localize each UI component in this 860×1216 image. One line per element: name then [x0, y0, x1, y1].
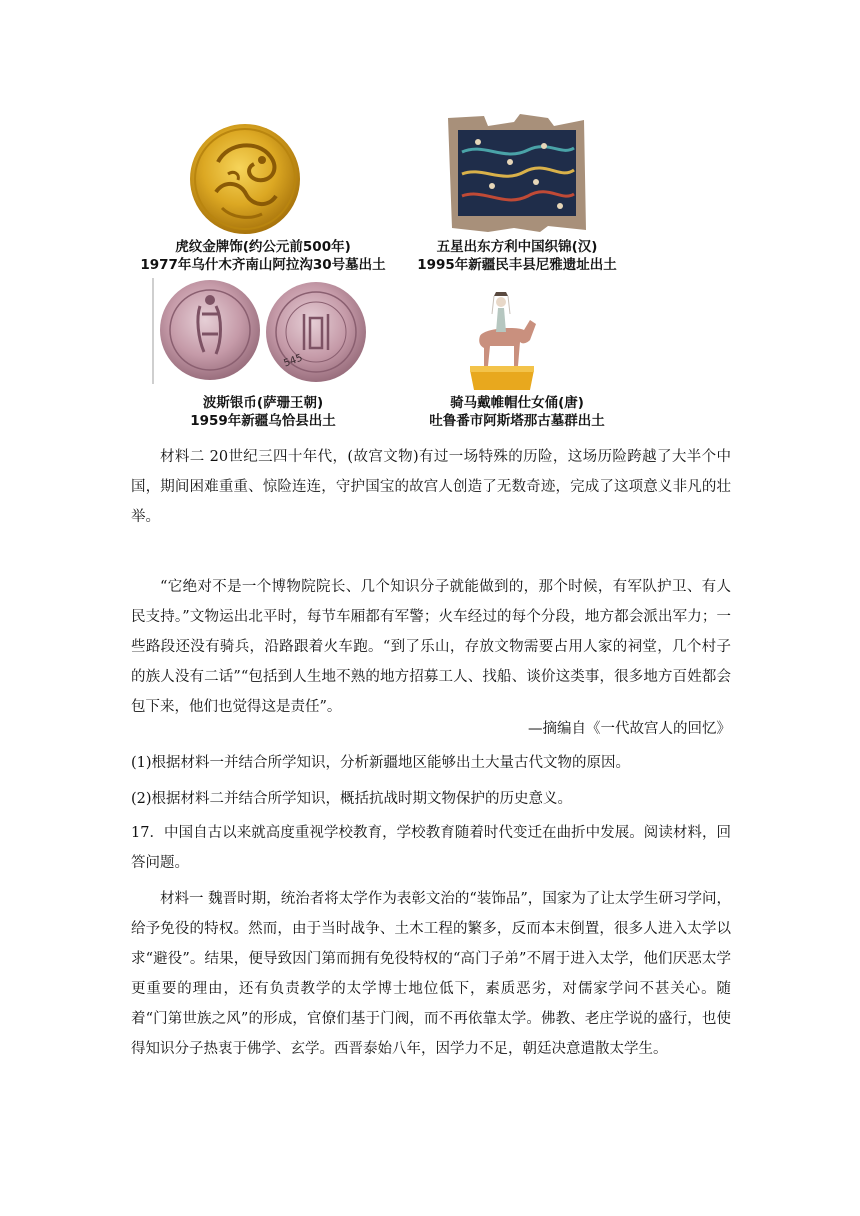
artifact-provenance: 1977年乌什木齐南山阿拉沟30号墓出土 [140, 257, 386, 273]
five-stars-brocade-image [444, 112, 590, 234]
artifact-caption-4 [372, 394, 662, 430]
question-1: (1)根据材料一并结合所学知识，分析新疆地区能够出土大量古代文物的原因。 [131, 755, 631, 771]
artifact-name: 波斯银币(萨珊王朝) [202, 395, 324, 411]
artifact-caption-1 [118, 238, 408, 274]
material-two-source: —摘编自《一代故宫人的回忆》 [528, 721, 731, 737]
question-17-material-one: 材料一 魏晋时期，统治者将太学作为表彰文治的“装饰品”，国家为了让太学生研习学问，给予免役的特权。然而，由于当时战争、土木工程的繁多，反而本末倒置，很多人进入太学以求“避役”。结果，便导致因门第而拥有免役特权的“高门子弟”不屑于进入太学，他们厌恶太学更重要的理由，还有负责教学的太学博士地位低下，素质恶劣，对儒家学问不甚关心。随着“门第世族之风”的形成，官僚们基于门阀，而不再依靠太学。佛教、老庄学说的盛行，也使得知识分子热衷于佛学、玄学。西晋泰始八年，因学力不足，朝廷决意遣散太学生。 [131, 891, 731, 1057]
artifact-name: 五星出东方利中国织锦(汉) [436, 239, 598, 255]
material-two-paragraph-2: “它绝对不是一个博物院院长、几个知识分子就能做到的，那个时候，有军队护卫、有人民支持。”文物运出北平时，每节车厢都有军警；火车经过的每个分段，地方都会派出军力；一些路段还没有骑兵，沿路跟着火车跑。“到了乐山，存放文物需要占用人家的祠堂，几个村子的族人没有二话”“包括到人生地不熟的地方招募工人、找船、谈价这类事，很多地方百姓都会包下来，他们也觉得这是责任”。 [131, 579, 731, 715]
artifact-provenance: 吐鲁番市阿斯塔那古墓群出土 [429, 413, 605, 429]
artifact-provenance: 1995年新疆民丰县尼雅遗址出土 [417, 257, 617, 273]
coin-mark: 545 [282, 352, 305, 370]
artifact-provenance: 1959年新疆乌恰县出土 [190, 413, 336, 429]
material-two-paragraph-1: 材料二 20世纪三四十年代，(故宫文物)有过一场特殊的历险，这场历险跨越了大半个中国，期间困难重重、惊险连连，守护国宝的故宫人创造了无数奇迹，完成了这项意义非凡的壮举。 [131, 449, 731, 525]
artifact-name: 骑马戴帷帽仕女俑(唐) [450, 395, 584, 411]
artifact-name: 虎纹金牌饰(约公元前500年) [175, 239, 351, 255]
tiger-gold-plaque-image [188, 122, 302, 236]
question-2: (2)根据材料二并结合所学知识，概括抗战时期文物保护的历史意义。 [131, 791, 573, 807]
female-rider-figurine-image [464, 286, 540, 392]
artifact-caption-2 [372, 238, 662, 274]
persian-silver-coins-image [152, 278, 374, 386]
artifact-caption-3 [118, 394, 408, 430]
question-17-stem: 17．中国自古以来就高度重视学校教育，学校教育随着时代变迁在曲折中发展。阅读材料，回答问题。 [131, 825, 731, 871]
